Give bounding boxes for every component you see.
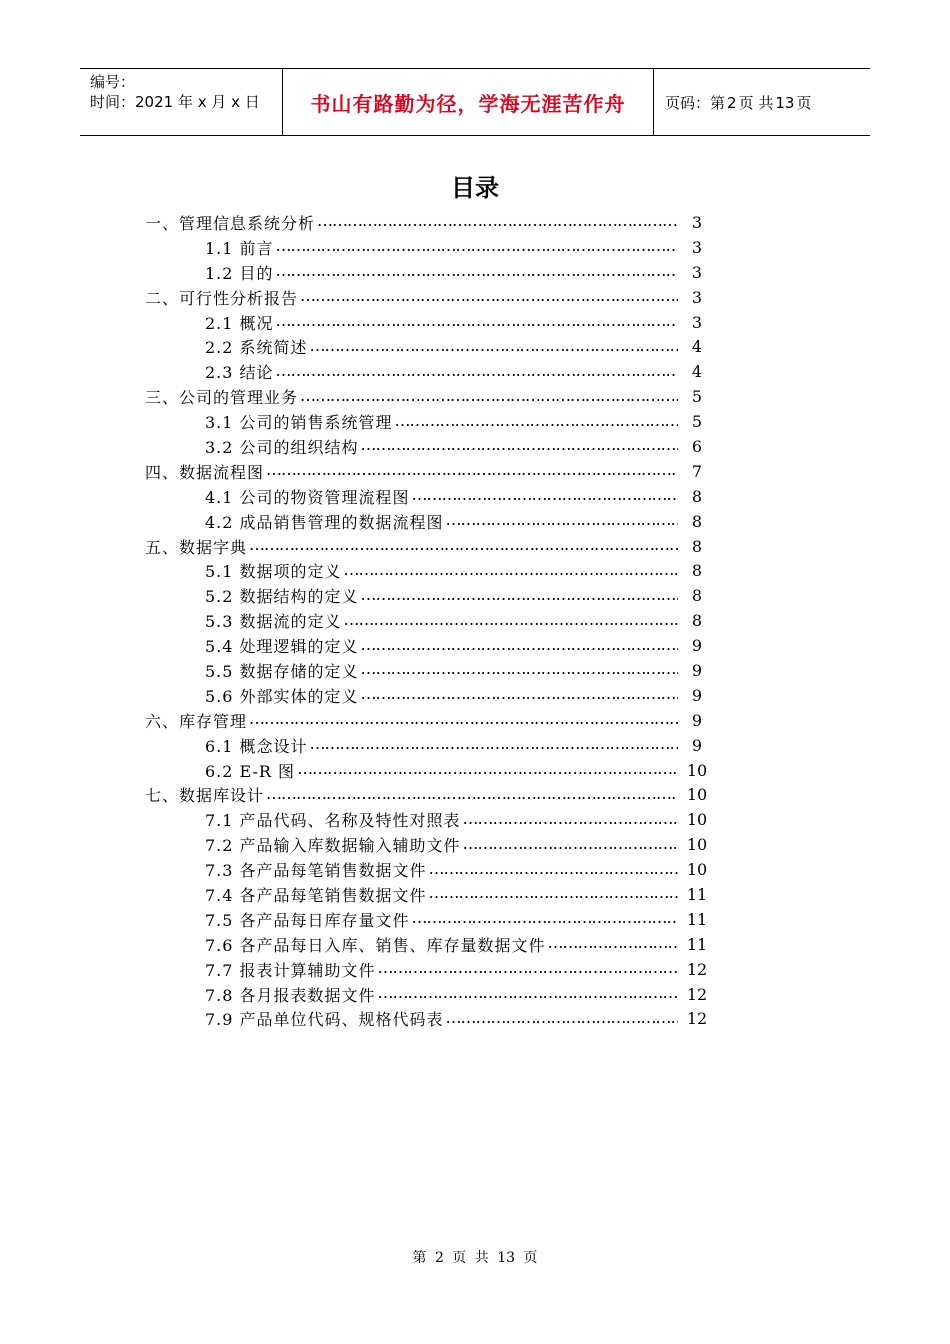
- toc-leader-dots: [310, 338, 678, 356]
- toc-leader-dots: [463, 836, 678, 854]
- toc-entry[interactable]: [145, 907, 710, 932]
- page-total: 13: [775, 93, 795, 112]
- toc-entry[interactable]: [145, 658, 710, 683]
- toc-leader-dots: [276, 363, 678, 381]
- number-label: 编号：: [90, 73, 136, 91]
- toc-entry-page: 3: [691, 287, 703, 307]
- toc-entry-label: 5.4 处理逻辑的定义: [205, 637, 359, 657]
- toc-leader-dots: [249, 711, 678, 729]
- toc-leader-dots: [412, 487, 678, 505]
- toc-entry-page: 9: [691, 660, 703, 680]
- toc-entry-label: 7.4 各产品每笔销售数据文件: [205, 885, 427, 905]
- toc-entry-page: 9: [691, 636, 703, 656]
- toc-entry-label: 7.3 各产品每笔销售数据文件: [205, 861, 427, 881]
- toc-leader-dots: [276, 313, 678, 331]
- toc-entry-label: 7.5 各产品每日库存量文件: [205, 910, 410, 930]
- toc-entry-page: 4: [691, 337, 703, 357]
- toc-leader-dots: [463, 811, 678, 829]
- toc-entry[interactable]: [145, 260, 710, 285]
- toc-entry[interactable]: [145, 334, 710, 359]
- toc-leader-dots: [361, 587, 678, 605]
- toc-entry-page: 10: [686, 810, 708, 830]
- toc-entry-page: 3: [691, 237, 703, 257]
- page-end: 页: [796, 93, 812, 112]
- toc-leader-dots: [361, 437, 678, 455]
- toc-leader-dots: [344, 612, 678, 630]
- toc-entry[interactable]: [145, 558, 710, 583]
- toc-leader-dots: [446, 1010, 678, 1028]
- toc-entry-page: 7: [691, 461, 703, 481]
- toc-entry-page: 8: [691, 561, 703, 581]
- toc-entry[interactable]: [145, 832, 710, 857]
- toc-entry-label: 7.7 报表计算辅助文件: [205, 960, 376, 980]
- toc-leader-dots: [300, 288, 678, 306]
- table-of-contents: [145, 210, 710, 1031]
- page-current: 2: [727, 93, 737, 112]
- toc-entry-label: 3.2 公司的组织结构: [205, 437, 359, 457]
- toc-leader-dots: [378, 960, 678, 978]
- page-label: 页码：第: [665, 93, 726, 112]
- toc-leader-dots: [412, 910, 678, 928]
- toc-entry-page: 11: [686, 909, 708, 929]
- toc-entry[interactable]: [145, 957, 710, 982]
- toc-entry[interactable]: [145, 384, 710, 409]
- header-motto-cell: [283, 69, 654, 135]
- toc-entry-label: 2.2 系统简述: [205, 338, 308, 358]
- page-mid: 页 共: [738, 93, 774, 112]
- toc-entry-page: 4: [691, 362, 703, 382]
- toc-leader-dots: [395, 413, 678, 431]
- toc-entry[interactable]: [145, 857, 710, 882]
- page-header: [80, 68, 870, 136]
- toc-entry-page: 8: [691, 586, 703, 606]
- toc-entry-label: 一、管理信息系统分析: [145, 213, 316, 233]
- toc-entry-label: 1.2 目的: [205, 263, 274, 283]
- toc-entry-label: 四、数据流程图: [145, 462, 265, 482]
- toc-leader-dots: [548, 935, 678, 953]
- toc-entry-label: 7.9 产品单位代码、规格代码表: [205, 1010, 444, 1030]
- toc-entry-label: 4.1 公司的物资管理流程图: [205, 487, 410, 507]
- toc-leader-dots: [297, 761, 678, 779]
- toc-entry-page: 6: [691, 436, 703, 456]
- toc-entry-page: 10: [686, 835, 708, 855]
- toc-entry-label: 5.2 数据结构的定义: [205, 587, 359, 607]
- toc-entry[interactable]: [145, 409, 710, 434]
- toc-entry-page: 5: [691, 387, 703, 407]
- toc-entry-page: 12: [686, 959, 708, 979]
- toc-entry-page: 8: [691, 611, 703, 631]
- toc-entry-label: 六、库存管理: [145, 711, 248, 731]
- toc-entry-page: 10: [686, 860, 708, 880]
- toc-leader-dots: [266, 462, 678, 480]
- toc-entry[interactable]: [145, 733, 710, 758]
- page-footer: 第 2 页 共 13 页: [412, 1250, 538, 1266]
- toc-entry-page: 12: [686, 984, 708, 1004]
- toc-entry[interactable]: [145, 434, 710, 459]
- toc-entry[interactable]: [145, 235, 710, 260]
- toc-entry-label: 三、公司的管理业务: [145, 388, 299, 408]
- toc-leader-dots: [361, 686, 678, 704]
- toc-entry-page: 3: [691, 212, 703, 232]
- toc-entry[interactable]: [145, 982, 710, 1007]
- toc-entry-page: 3: [691, 312, 703, 332]
- toc-entry[interactable]: [145, 683, 710, 708]
- toc-entry-label: 5.5 数据存储的定义: [205, 661, 359, 681]
- toc-entry[interactable]: [145, 608, 710, 633]
- toc-entry-page: 8: [691, 486, 703, 506]
- toc-entry[interactable]: [145, 210, 710, 235]
- toc-entry-label: 5.6 外部实体的定义: [205, 686, 359, 706]
- toc-entry[interactable]: [145, 459, 710, 484]
- toc-entry-page: 11: [686, 934, 708, 954]
- toc-entry[interactable]: [145, 807, 710, 832]
- toc-leader-dots: [344, 562, 678, 580]
- toc-leader-dots: [266, 786, 678, 804]
- motto-text: 书山有路勤为径，学海无涯苦作舟: [310, 91, 626, 116]
- toc-entry-label: 2.1 概况: [205, 313, 274, 333]
- toc-leader-dots: [361, 661, 678, 679]
- time-label: 时间：2021 年 x 月 x 日: [90, 93, 260, 111]
- toc-entry[interactable]: [145, 932, 710, 957]
- toc-entry[interactable]: [145, 285, 710, 310]
- toc-entry-page: 10: [686, 760, 708, 780]
- header-page-info: [664, 92, 812, 113]
- toc-entry-page: 3: [691, 262, 703, 282]
- toc-entry[interactable]: [145, 534, 710, 559]
- toc-entry[interactable]: [145, 310, 710, 335]
- toc-entry-label: 7.1 产品代码、名称及特性对照表: [205, 811, 461, 831]
- toc-entry-label: 1.1 前言: [205, 238, 274, 258]
- toc-title: 目录: [451, 174, 499, 202]
- toc-entry[interactable]: [145, 484, 710, 509]
- toc-entry-label: 4.2 成品销售管理的数据流程图: [205, 512, 444, 532]
- toc-entry-page: 8: [691, 511, 703, 531]
- toc-entry[interactable]: [145, 583, 710, 608]
- toc-leader-dots: [361, 637, 678, 655]
- toc-entry-page: 10: [686, 785, 708, 805]
- toc-entry-page: 9: [691, 710, 703, 730]
- toc-leader-dots: [276, 238, 678, 256]
- toc-entry-label: 五、数据字典: [145, 537, 248, 557]
- toc-leader-dots: [429, 861, 678, 879]
- toc-entry[interactable]: [145, 882, 710, 907]
- toc-entry-page: 5: [691, 412, 703, 432]
- toc-entry-page: 11: [686, 884, 708, 904]
- toc-entry[interactable]: [145, 758, 710, 783]
- toc-entry[interactable]: [145, 708, 710, 733]
- toc-entry-label: 6.2 E-R 图: [205, 761, 296, 781]
- toc-leader-dots: [276, 263, 678, 281]
- toc-entry-label: 7.6 各产品每日入库、销售、库存量数据文件: [205, 935, 546, 955]
- toc-leader-dots: [446, 512, 678, 530]
- toc-leader-dots: [310, 736, 678, 754]
- header-page-cell: [654, 69, 870, 135]
- toc-entry-label: 5.3 数据流的定义: [205, 612, 342, 632]
- toc-entry-label: 七、数据库设计: [145, 786, 265, 806]
- toc-entry[interactable]: [145, 1007, 710, 1032]
- toc-entry-label: 二、可行性分析报告: [145, 288, 299, 308]
- toc-entry-page: 8: [691, 536, 703, 556]
- toc-entry-label: 2.3 结论: [205, 363, 274, 383]
- toc-leader-dots: [378, 985, 678, 1003]
- toc-entry-page: 9: [691, 685, 703, 705]
- toc-entry-label: 7.8 各月报表数据文件: [205, 985, 376, 1005]
- toc-entry[interactable]: [145, 633, 710, 658]
- toc-leader-dots: [429, 885, 678, 903]
- toc-entry-page: 9: [691, 735, 703, 755]
- toc-entry-page: 12: [686, 1009, 708, 1029]
- toc-entry-label: 3.1 公司的销售系统管理: [205, 413, 393, 433]
- toc-entry-label: 7.2 产品输入库数据输入辅助文件: [205, 836, 461, 856]
- header-meta-cell: [80, 69, 283, 135]
- toc-entry[interactable]: [145, 782, 710, 807]
- toc-entry-label: 5.1 数据项的定义: [205, 562, 342, 582]
- toc-entry[interactable]: [145, 359, 710, 384]
- toc-entry-label: 6.1 概念设计: [205, 736, 308, 756]
- toc-leader-dots: [300, 388, 678, 406]
- toc-entry[interactable]: [145, 509, 710, 534]
- toc-leader-dots: [317, 213, 678, 231]
- toc-leader-dots: [249, 537, 678, 555]
